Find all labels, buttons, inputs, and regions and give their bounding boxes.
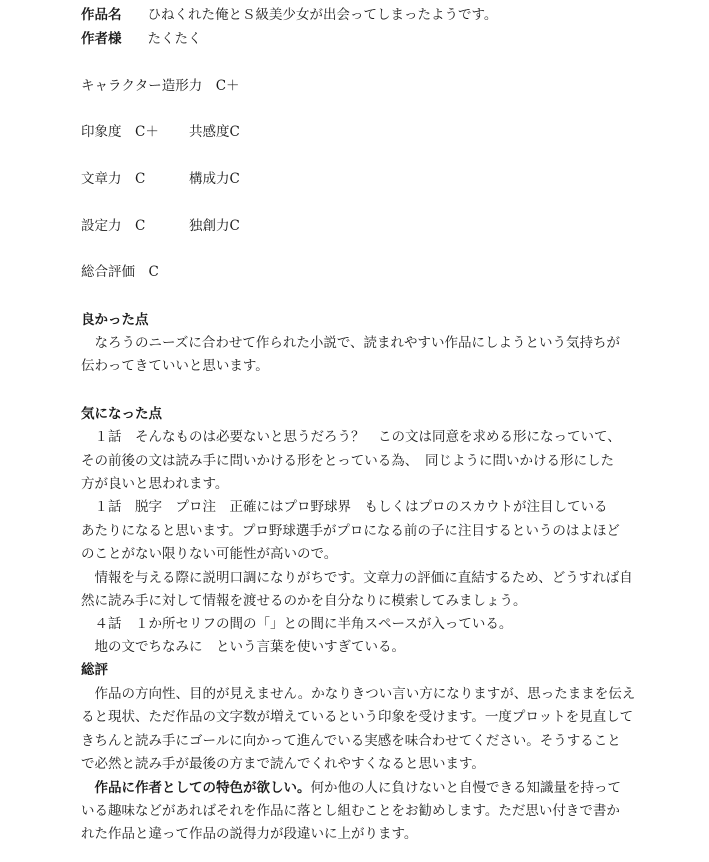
good-points-line: 伝わってきていいと思います。 [81, 358, 269, 374]
concerns-line: ４話 １か所セリフの間の「」との間に半角スペースが入っている。 [81, 616, 513, 632]
good-points-line: なろうのニーズに合わせて作られた小説で、読まれやすい作品にしようという気持ちが [81, 335, 621, 351]
concerns-line: 情報を与える際に説明口調になりがちです。文章力の評価に直結するため、どうすれば自 [81, 570, 633, 586]
rating-setting: 設定力 C [81, 218, 146, 234]
summary-line: 作品の方向性、目的が見えません。かなりきつい言い方になりますが、思ったままを伝え [81, 686, 636, 702]
rating-row-writing [81, 170, 240, 188]
concerns-line: あたりになると思います。プロ野球選手がプロになる前の子に注目するというのはよほど [81, 523, 620, 539]
author-label: 作者様 [81, 31, 122, 47]
title-label: 作品名 [81, 7, 122, 23]
rating-empathy: 共感度C [189, 124, 240, 140]
rating-row-setting [81, 217, 240, 235]
summary-line: いる趣味などがあればそれを作品に落とし組むことをお勧めします。ただ思い付きで書か [81, 803, 620, 819]
concerns-line: 方が良いと思われます。 [81, 476, 229, 492]
concerns-line: 然に読み手に対して情報を渡せるのかを自分なりに模索してみましょう。 [81, 593, 527, 609]
summary-line: れた作品と違って作品の説得力が段違いに上がります。 [81, 826, 418, 842]
concerns-line: １話 そんなものは必要ないと思うだろう？ この文は同意を求める形になっていて、 [81, 429, 621, 445]
rating-impression: 印象度 C＋ [81, 124, 159, 140]
summary-emphasis-rest: 何か他の人に負けないと自慢できる知識量を持って [310, 780, 621, 796]
rating-writing: 文章力 C [81, 171, 146, 187]
title-row [81, 6, 497, 24]
concerns-line: その前後の文は読み手に問いかける形をとっている為、 同じように問いかける形にした [81, 453, 614, 469]
summary-emphasis: 作品に作者としての特色が欲しい。 [81, 780, 311, 796]
summary-heading: 総評 [81, 662, 108, 678]
concerns-line: 地の文でちなみに という言葉を使いすぎている。 [81, 639, 405, 655]
concerns-heading: 気になった点 [81, 406, 162, 422]
good-points-heading: 良かった点 [81, 312, 149, 328]
rating-overall: 総合評価 C [81, 264, 159, 280]
rating-character: キャラクター造形力 C＋ [81, 78, 240, 94]
summary-emphasis-line [81, 779, 621, 797]
summary-line: で必然と読み手が最後の方まで読んでくれやすくなると思います。 [81, 756, 485, 772]
concerns-line: １話 脱字 プロ注 正確にはプロ野球界 もしくはプロのスカウトが注目している [81, 499, 608, 515]
rating-originality: 独創力C [189, 218, 240, 234]
title-value: ひねくれた俺とＳ級美少女が出会ってしまったようです。 [147, 7, 498, 23]
rating-row-impression [81, 123, 240, 141]
summary-line: ると現状、ただ作品の文字数が増えているという印象を受けます。一度プロットを見直して [81, 709, 634, 725]
rating-structure: 構成力C [189, 171, 240, 187]
author-row [81, 30, 202, 48]
summary-line: きちんと読み手にゴールに向かって進んでいる実感を味合わせてください。そうすること [81, 733, 621, 749]
author-value: たくたく [147, 31, 202, 47]
concerns-line: のことがない限りない可能性が高いので。 [81, 546, 338, 562]
